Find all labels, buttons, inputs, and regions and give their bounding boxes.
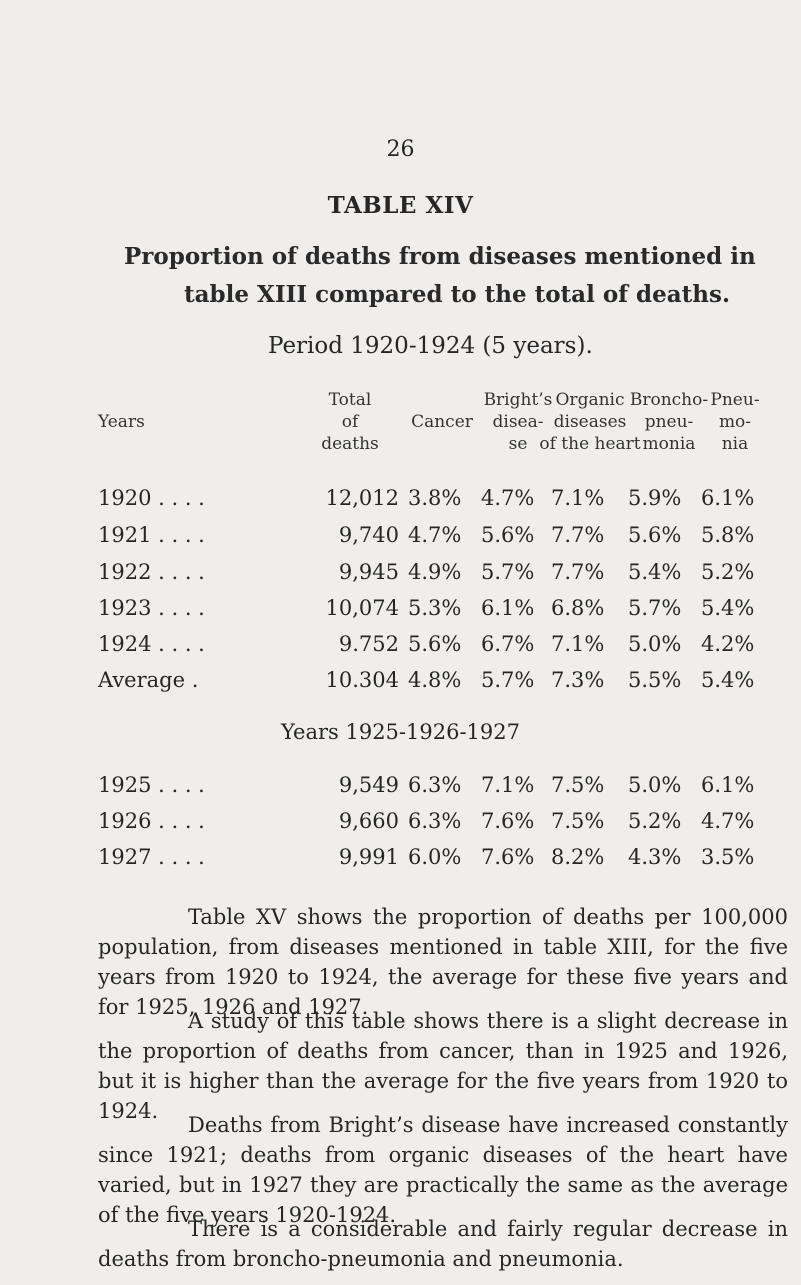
- page-number: 26: [386, 137, 415, 162]
- table-title: TABLE XIV: [327, 192, 474, 219]
- caption-line-1: Proportion of deaths from diseases mentioned in: [124, 243, 756, 270]
- header-pneumonia: Pneu- mo- nia: [710, 390, 760, 454]
- table-row: 1925 . . . . 9,549 6.3% 7.1% 7.5% 5.0% 6.1%: [98, 773, 755, 797]
- table-row: 1923 . . . . 10,074 5.3% 6.1% 6.8% 5.7% 5.4%: [98, 596, 755, 620]
- header-broncho: Broncho- pneu- monia: [629, 390, 709, 454]
- header-organic: Organic diseases of the heart: [539, 390, 641, 454]
- table-row: 1921 . . . . 9,740 4.7% 5.6% 7.7% 5.6% 5.8%: [98, 523, 755, 547]
- period-label: Period 1920-1924 (5 years).: [268, 333, 593, 359]
- table-row: 1920 . . . . 12,012 3.8% 4.7% 7.1% 5.9% 6.1%: [98, 486, 755, 510]
- table-row: 1927 . . . . 9,991 6.0% 7.6% 8.2% 4.3% 3.5%: [98, 845, 755, 869]
- paragraph: There is a considerable and fairly regular decrease in deaths from broncho-pneumonia and pneumonia.: [98, 1217, 788, 1271]
- paragraph: Table XV shows the proportion of deaths per 100,000 population, from diseases mentioned in table XIII, for the five years from 1920 to 1924, the average for these five years and for 1925, 1926 and 1927.: [98, 905, 788, 1019]
- caption-line-2: table XIII compared to the total of deaths.: [184, 281, 730, 308]
- period2-heading: Years 1925-1926-1927: [281, 720, 520, 744]
- header-years: Years: [98, 412, 145, 432]
- table-row-average: Average . 10.304 4.8% 5.7% 7.3% 5.5% 5.4%: [98, 668, 755, 692]
- table-row: 1924 . . . . 9.752 5.6% 6.7% 7.1% 5.0% 4.2%: [98, 632, 755, 656]
- header-brights: Bright’s disea- se: [483, 390, 553, 454]
- paragraph: A study of this table shows there is a slight decrease in the proportion of deaths from cancer, than in 1925 and 1926, but it is higher than the average for the five years from 1920 to 1924.: [98, 1009, 788, 1123]
- paragraph: Deaths from Bright’s disease have increased constantly since 1921; deaths from organic diseases of the heart have varied, but in 1927 they are practically the same as the average of the five years 1920-1924.: [98, 1113, 788, 1227]
- table-row: 1926 . . . . 9,660 6.3% 7.6% 7.5% 5.2% 4.7%: [98, 809, 755, 833]
- header-cancer: Cancer: [411, 412, 473, 432]
- table-row: 1922 . . . . 9,945 4.9% 5.7% 7.7% 5.4% 5.2%: [98, 560, 755, 584]
- header-total: Total of deaths: [321, 390, 379, 454]
